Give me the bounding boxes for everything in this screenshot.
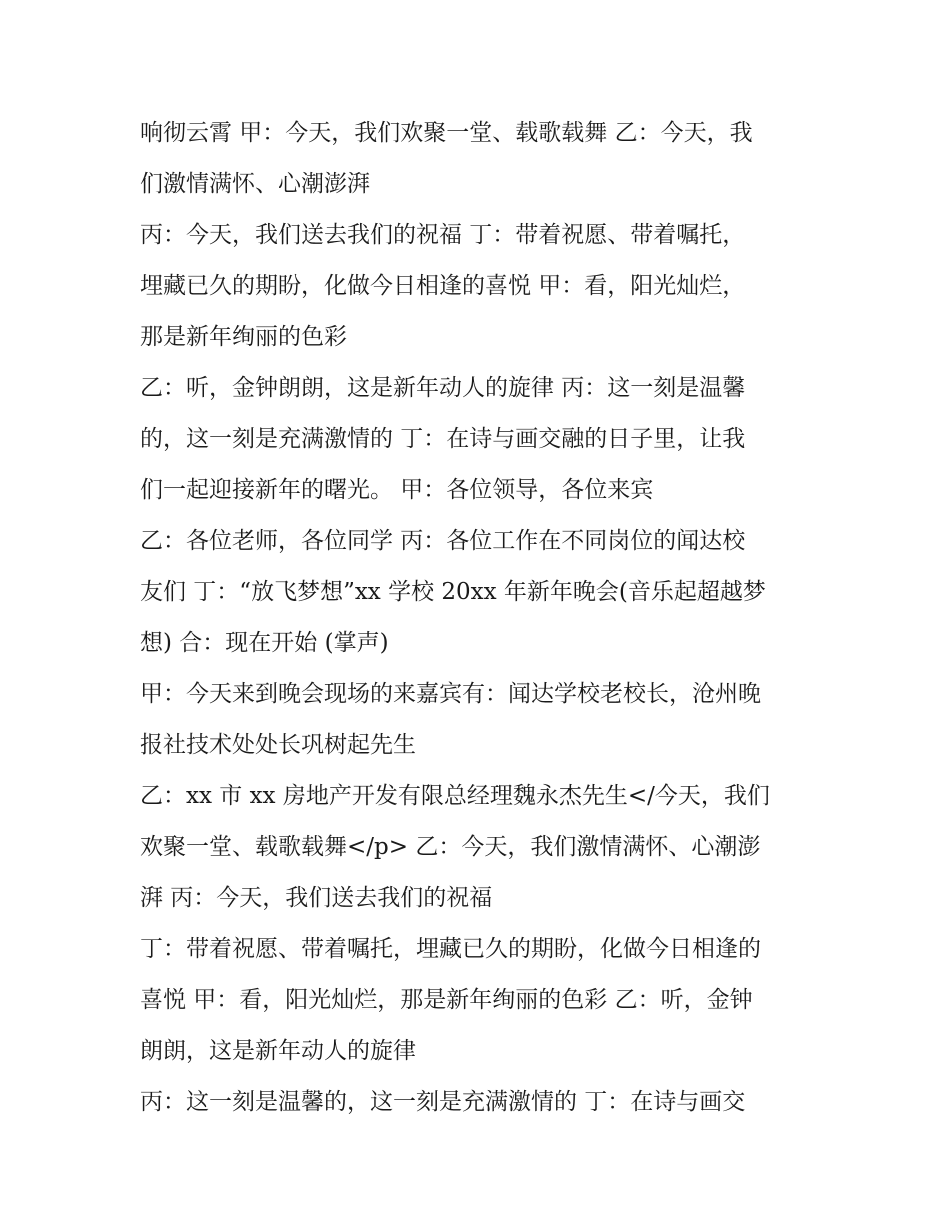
text-line: 响彻云霄 甲：今天，我们欢聚一堂、载歌载舞 乙：今天，我: [140, 120, 753, 146]
text-line: 埋藏已久的期盼，化做今日相逢的喜悦 甲：看，阳光灿烂，: [140, 273, 746, 299]
text-line: 报社技术处处长巩树起先生: [140, 732, 416, 758]
text-line: 湃 丙：今天，我们送去我们的祝福: [140, 885, 493, 911]
text-line: 友们 丁：“放飞梦想”xx 学校 20xx 年新年晚会(音乐起超越梦: [140, 579, 766, 605]
text-line: 朗朗，这是新年动人的旋律: [140, 1038, 416, 1064]
text-line: 丙：今天，我们送去我们的祝福 丁：带着祝愿、带着嘱托，: [140, 222, 746, 248]
document-body: [140, 108, 830, 1128]
text-line: 乙：各位老师，各位同学 丙：各位工作在不同岗位的闻达校: [140, 528, 746, 554]
text-line: 喜悦 甲：看，阳光灿烂，那是新年绚丽的色彩 乙：听，金钟: [140, 987, 753, 1013]
text-line: 乙：xx 市 xx 房地产开发有限总经理魏永杰先生</今天，我们: [140, 783, 770, 809]
text-line: 们一起迎接新年的曙光。 甲：各位领导，各位来宾: [140, 477, 654, 503]
text-line: 乙：听，金钟朗朗，这是新年动人的旋律 丙：这一刻是温馨: [140, 375, 746, 401]
text-line: 的，这一刻是充满激情的 丁：在诗与画交融的日子里，让我: [140, 426, 746, 452]
text-line: 那是新年绚丽的色彩: [140, 324, 347, 350]
text-line: 丙：这一刻是温馨的，这一刻是充满激情的 丁：在诗与画交: [140, 1089, 746, 1115]
text-line: 想) 合：现在开始 (掌声): [140, 630, 389, 656]
text-line: 丁：带着祝愿、带着嘱托，埋藏已久的期盼，化做今日相逢的: [140, 936, 761, 962]
text-line: 甲：今天来到晚会现场的来嘉宾有：闻达学校老校长，沧州晚: [140, 681, 761, 707]
text-line: 们激情满怀、心潮澎湃: [140, 171, 370, 197]
text-line: 欢聚一堂、载歌载舞</p> 乙：今天，我们激情满怀、心潮澎: [140, 834, 761, 860]
